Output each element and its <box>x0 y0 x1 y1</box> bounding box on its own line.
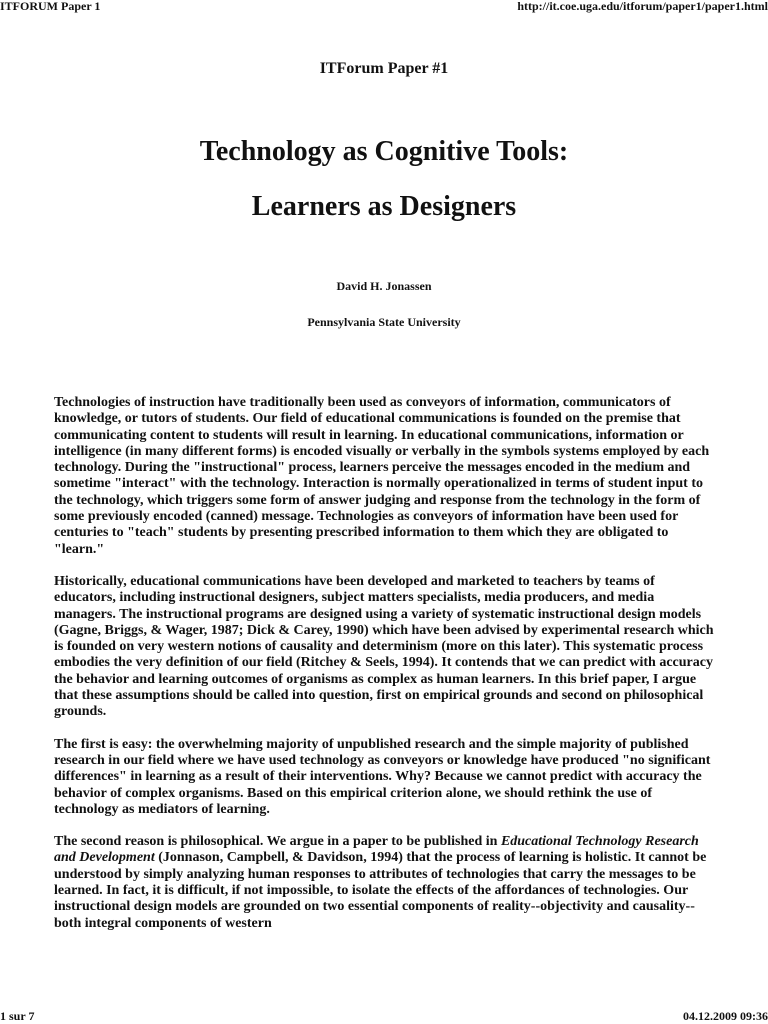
print-header-title: ITFORUM Paper 1 <box>0 0 101 13</box>
print-header <box>0 0 768 16</box>
paragraph-4-lead: The second reason is philosophical. We argue in a paper to be published in <box>54 834 501 850</box>
author-name: David H. Jonassen <box>336 279 432 293</box>
paragraph-4 <box>54 834 714 932</box>
paper-title: Technology as Cognitive Tools: <box>199 136 569 167</box>
forum-title: ITForum Paper #1 <box>319 60 449 77</box>
article-body <box>54 395 714 948</box>
page-number: 1 sur 7 <box>0 1009 35 1023</box>
print-footer <box>0 1008 768 1024</box>
paragraph-2: Historically, educational communications have been developed and marketed to teachers by teams of educators, including instructional designers, subject matters specialists, media producers, and media managers. The instructional programs are designed using a variety of systematic instructional design models (Gagne, Briggs, & Wager, 1987; Dick & Carey, 1990) which have been advised by experimental research which is founded on very western notions of causality and determinism (more on this later). This systematic process embodies the very definition of our field (Ritchey & Seels, 1994). It contends that we can predict with accuracy the behavior and learning outcomes of organisms as complex as human learners. In this brief paper, I argue that these assumptions should be called into question, first on empirical grounds and second on philosophical grounds. <box>54 573 714 720</box>
journal-name: Educational Technology Research and Development <box>54 834 699 866</box>
author-affiliation: Pennsylvania State University <box>307 315 461 329</box>
paper-subtitle: Learners as Designers <box>251 191 517 222</box>
print-timestamp: 04.12.2009 09:36 <box>683 1009 768 1023</box>
paragraph-3: The first is easy: the overwhelming majority of unpublished research and the simple majority of published research in our field where we have used technology as conveyors or knowledge have produced "no significant differences" in learning as a result of their interventions. Why? Because we cannot predict with accuracy the behavior of complex organisms. Based on this empirical criterion alone, we should rethink the use of technology as mediators of learning. <box>54 736 711 817</box>
print-header-url: http://it.coe.uga.edu/itforum/paper1/paper1.html <box>517 0 768 13</box>
paragraph-1: Technologies of instruction have traditionally been used as conveyors of information, communicators of knowledge, or tutors of students. Our field of educational communications is founded on the premise that communicating content to students will result in learning. In educational communications, information or intelligence (in many different forms) is encoded visually or verbally in the symbols systems employed by each technology. During the "instructional" process, learners perceive the messages encoded in the medium and sometime "interact" with the technology. Interaction is normally operationalized in terms of student input to the technology, which triggers some form of answer judging and response from the technology in the form of some previously encoded (canned) message. Technologies as conveyors of information have been used for centuries to "teach" students by presenting prescribed information to them which they are obligated to "learn." <box>54 395 710 557</box>
paragraph-4-rest: (Jonnason, Campbell, & Davidson, 1994) that the process of learning is holistic. It cannot be understood by simply analyzing human responses to attributes of technologies that carry the messages to be learned. In fact, it is difficult, if not impossible, to isolate the effects of the affordances of technologies. Our instructional design models are grounded on two essential components of reality--objectivity and causality--both integral components of western <box>54 850 707 931</box>
